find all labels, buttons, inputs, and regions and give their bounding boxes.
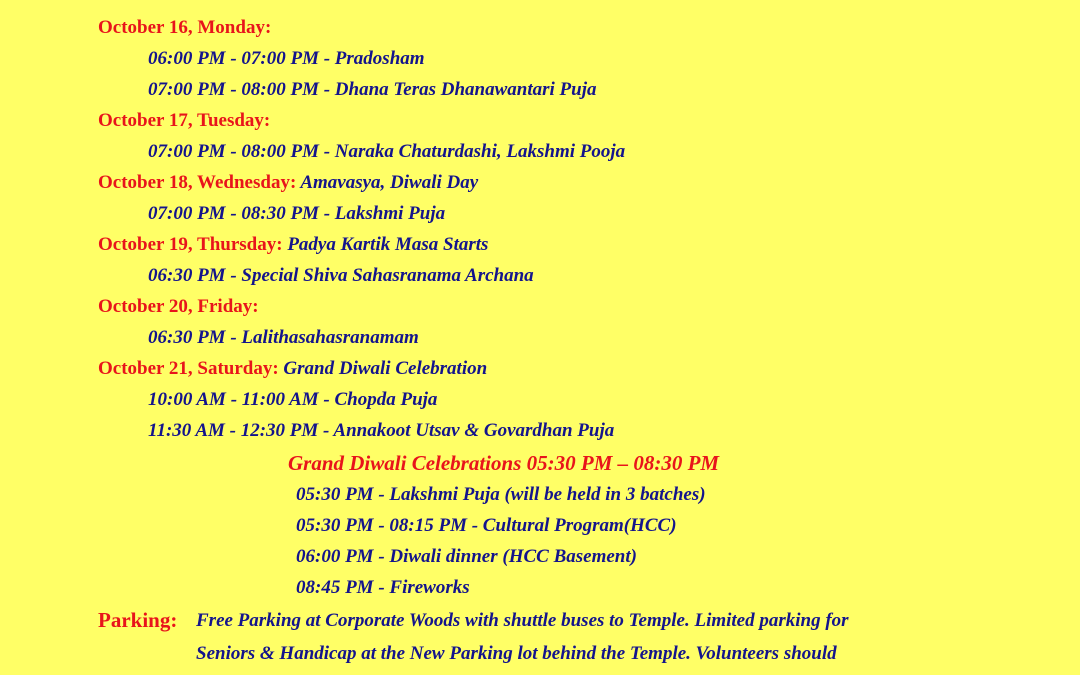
- grand-event-cultural: 05:30 PM - 08:15 PM - Cultural Program(HCC): [296, 515, 677, 536]
- oct16-date: [98, 16, 271, 40]
- oct21-date: [98, 357, 487, 381]
- oct20-date-label: October 20, Friday:: [98, 296, 259, 317]
- oct17-date-label: October 17, Tuesday:: [98, 110, 271, 131]
- oct21-event-chopda: 10:00 AM - 11:00 AM - Chopda Puja: [148, 389, 438, 410]
- parking-line-1: Free Parking at Corporate Woods with shuttle buses to Temple. Limited parking for: [196, 610, 849, 631]
- oct21-date-label: October 21, Saturday:: [98, 358, 279, 379]
- oct18-event-lakshmi: 07:00 PM - 08:30 PM - Lakshmi Puja: [148, 203, 446, 224]
- parking-line-2: Seniors & Handicap at the New Parking lot behind the Temple. Volunteers should: [196, 643, 837, 664]
- oct18-date: [98, 171, 478, 195]
- oct19-event-shiva: 06:30 PM - Special Shiva Sahasranama Archana: [148, 265, 534, 286]
- oct19-note: Padya Kartik Masa Starts: [282, 234, 489, 255]
- oct18-note: Amavasya, Diwali Day: [296, 172, 479, 193]
- oct16-date-label: October 16, Monday:: [98, 17, 272, 38]
- oct20-date: [98, 295, 259, 319]
- oct19-date: [98, 233, 488, 257]
- oct21-event-annakoot: 11:30 AM - 12:30 PM - Annakoot Utsav & Govardhan Puja: [148, 420, 615, 441]
- oct17-event-naraka: 07:00 PM - 08:00 PM - Naraka Chaturdashi, Lakshmi Pooja: [148, 141, 626, 162]
- oct21-note: Grand Diwali Celebration: [278, 358, 488, 379]
- oct20-event-lalitha: 06:30 PM - Lalithasahasranamam: [148, 327, 419, 348]
- oct18-date-label: October 18, Wednesday:: [98, 172, 297, 193]
- oct16-event-pradosham: 06:00 PM - 07:00 PM - Pradosham: [148, 48, 425, 69]
- grand-celebration-heading: Grand Diwali Celebrations 05:30 PM – 08:30 PM: [288, 451, 720, 475]
- oct16-event-dhanateras: 07:00 PM - 08:00 PM - Dhana Teras Dhanawantari Puja: [148, 79, 597, 100]
- grand-event-fireworks: 08:45 PM - Fireworks: [296, 577, 470, 598]
- grand-event-dinner: 06:00 PM - Diwali dinner (HCC Basement): [296, 546, 637, 567]
- grand-event-lakshmi: 05:30 PM - Lakshmi Puja (will be held in 3 batches): [296, 484, 706, 505]
- oct19-date-label: October 19, Thursday:: [98, 234, 283, 255]
- parking-label: Parking:: [98, 608, 178, 632]
- oct17-date: [98, 109, 270, 133]
